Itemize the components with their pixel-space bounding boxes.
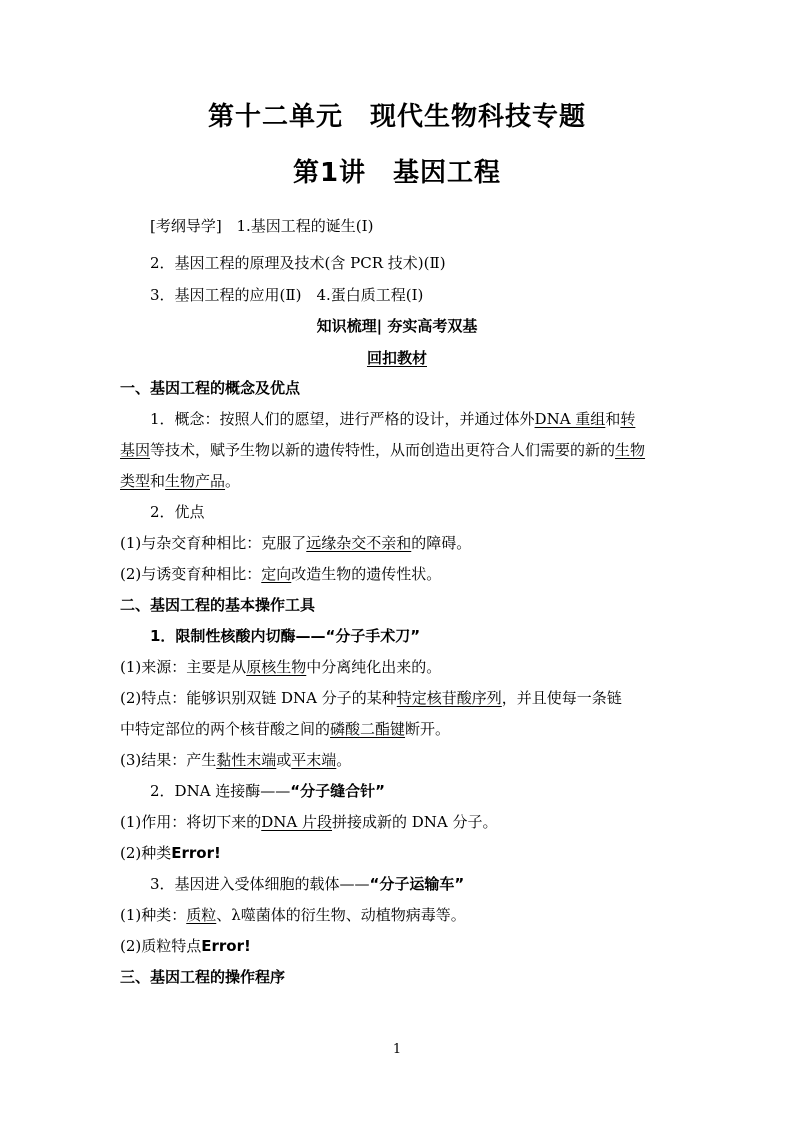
outline-item-1: 1.基因工程的诞生(Ⅰ): [236, 217, 374, 235]
concept-underline-dna: DNA 重组: [534, 410, 606, 428]
tool-1-result-a: (3)结果：产生: [120, 751, 217, 769]
concept-text-e: 。: [225, 472, 241, 490]
unit-title: 第十二单元 现代生物科技专题: [207, 102, 586, 132]
outline-line-2: 2．基因工程的原理及技术(含 PCR 技术)(Ⅱ): [150, 254, 446, 272]
tool-3-types-b: 、λ噬菌体的衍生物、动植物病毒等。: [216, 906, 466, 924]
concept-underline-transgene-a: 转: [620, 410, 636, 428]
concept-line-1: [150, 409, 676, 429]
review-textbook-label: 回扣教材: [366, 349, 427, 367]
concept-text-d: 和: [150, 472, 166, 490]
advantage-1-b: 的障碍。: [411, 534, 472, 552]
tool-2-function-underline: DNA 片段: [261, 813, 333, 831]
advantage-2: [120, 564, 676, 584]
concept-line-3: [120, 471, 676, 491]
tool-3-types: [120, 905, 676, 925]
concept-underline-transgene-b: 基因: [120, 441, 151, 459]
advantage-1-a: (1)与杂交育种相比：克服了: [120, 534, 307, 552]
tool-2-types-error: Error!: [171, 844, 221, 862]
tool-1-source-b: 中分离纯化出来的。: [306, 658, 442, 676]
section-3-heading: 三、基因工程的操作程序: [120, 968, 286, 986]
tool-2-heading-b: “分子缝合针”: [290, 782, 386, 800]
tool-1-feature-d: 断开。: [405, 720, 451, 738]
tool-2-types: [120, 843, 676, 863]
concept-text-c: 等技术，赋予生物以新的遗传特性，从而创造出更符合人们需要的新的: [150, 441, 616, 459]
tool-1-feature-line-2: [120, 719, 676, 739]
concept-line-2: [120, 440, 676, 460]
advantage-1: [120, 533, 676, 553]
page-number: 1: [392, 1042, 402, 1057]
tool-3-heading-b: “分子运输车”: [369, 875, 465, 893]
tool-2-function-a: (1)作用：将切下来的: [120, 813, 262, 831]
section-2-heading: 二、基因工程的基本操作工具: [120, 596, 316, 614]
tool-3-plasmid: [120, 936, 676, 956]
tool-1-feature-a: (2)特点：能够识别双链 DNA 分子的某种: [120, 689, 397, 707]
tool-1-feature-b: ，并且使每一条链: [501, 689, 622, 707]
tool-3-types-a: (1)种类：: [120, 906, 187, 924]
tool-1-result-c: 。: [336, 751, 352, 769]
tool-3-types-underline: 质粒: [186, 906, 217, 924]
outline-line-3: 3．基因工程的应用(Ⅱ) 4.蛋白质工程(Ⅰ): [150, 286, 424, 304]
tool-1-result-underline-2: 平末端: [291, 751, 337, 769]
concept-underline-bio-product: 生物产品: [165, 472, 226, 490]
advantage-2-underline: 定向: [261, 565, 292, 583]
section-1-heading: 一、基因工程的概念及优点: [120, 379, 301, 397]
tool-3-plasmid-error: Error!: [201, 937, 251, 955]
advantage-2-a: (2)与诱变育种相比：: [120, 565, 262, 583]
outline-line-1: [150, 216, 676, 236]
lesson-title: 第1讲 基因工程: [292, 158, 502, 188]
tool-1-source: [120, 657, 676, 677]
banner2-wrap: [0, 348, 794, 368]
concept-text-b: 和: [605, 410, 621, 428]
tool-1-result: [120, 750, 676, 770]
tool-1-source-underline: 原核生物: [246, 658, 307, 676]
tool-1-source-a: (1)来源：主要是从: [120, 658, 247, 676]
tool-1-feature-underline-1: 特定核苷酸序列: [396, 689, 502, 707]
advantages-label: 2．优点: [150, 503, 205, 521]
advantage-2-b: 改造生物的遗传性状。: [291, 565, 442, 583]
concept-underline-bio-type-b: 类型: [120, 472, 151, 490]
outline-tag: [考纲导学]: [150, 217, 222, 235]
tool-1-heading: 1．限制性核酸内切酶——“分子手术刀”: [150, 627, 421, 645]
tool-1-feature-underline-2: 磷酸二酯键: [330, 720, 406, 738]
tool-1-feature-line-1: [120, 688, 676, 708]
tool-2-heading: [150, 781, 676, 801]
concept-underline-bio-type-a: 生物: [615, 441, 646, 459]
tool-1-feature-c: 中特定部位的两个核苷酸之间的: [120, 720, 331, 738]
tool-3-heading-a: 3．基因进入受体细胞的载体——: [150, 875, 370, 893]
tool-3-heading: [150, 874, 676, 894]
section-banner: 知识梳理| 夯实高考双基: [316, 317, 478, 335]
tool-2-types-a: (2)种类: [120, 844, 172, 862]
advantage-1-underline: 远缘杂交不亲和: [306, 534, 412, 552]
tool-2-function: [120, 812, 676, 832]
tool-1-result-b: 或: [276, 751, 292, 769]
tool-3-plasmid-a: (2)质粒特点: [120, 937, 202, 955]
tool-2-function-b: 拼接成新的 DNA 分子。: [332, 813, 498, 831]
tool-1-result-underline-1: 黏性末端: [216, 751, 277, 769]
concept-text-a: 1．概念：按照人们的愿望，进行严格的设计，并通过体外: [150, 410, 535, 428]
tool-2-heading-a: 2．DNA 连接酶——: [150, 782, 291, 800]
